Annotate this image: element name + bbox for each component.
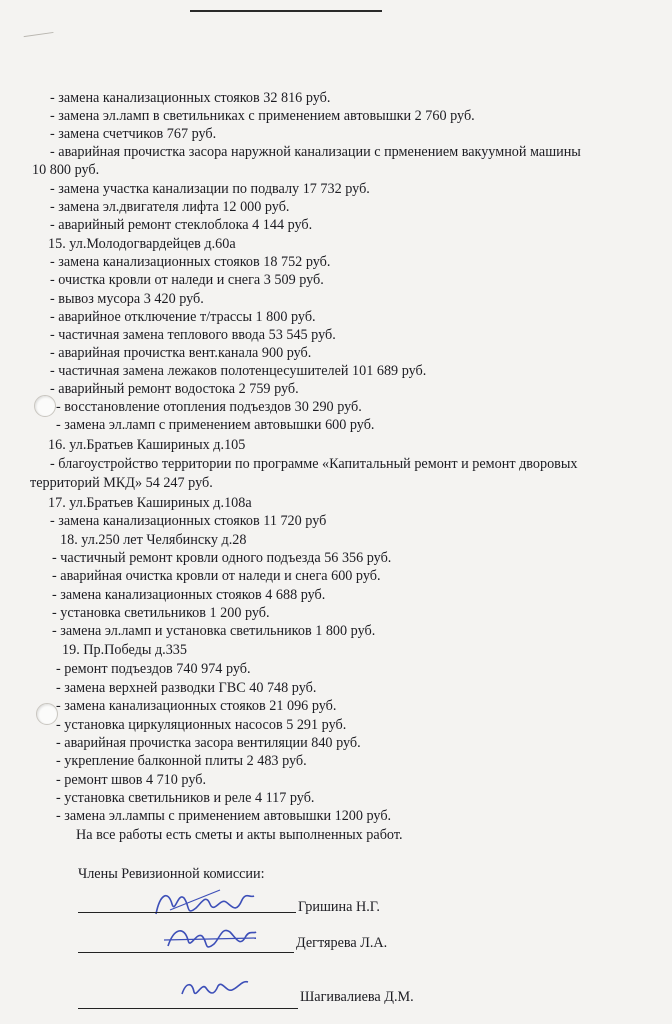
text-line: - замена канализационных стояков 32 816 руб.	[50, 90, 331, 106]
text-line: - замена эл.ламп с применением автовышки 600 руб.	[56, 417, 375, 433]
text-line: - замена участка канализации по подвалу 17 732 руб.	[50, 181, 370, 197]
text-line: - замена канализационных стояков 4 688 руб.	[52, 587, 326, 603]
closing-statement: На все работы есть сметы и акты выполненных работ.	[76, 827, 403, 843]
text-line: - восстановление отопления подъездов 30 290 руб.	[56, 399, 362, 415]
punch-hole	[36, 703, 58, 725]
text-line: - замена эл.ламп в светильниках с применением автовышки 2 760 руб.	[50, 108, 475, 124]
signature-line	[78, 912, 296, 913]
text-line: - замена эл.двигателя лифта 12 000 руб.	[50, 199, 290, 215]
signature-line	[78, 952, 294, 953]
section-heading: 15. ул.Молодогвардейцев д.60а	[48, 236, 236, 252]
text-line: - благоустройство территории по программе «Капитальный ремонт и ремонт дворовых	[50, 456, 578, 472]
member-name: Гришина Н.Г.	[298, 899, 380, 915]
text-line: - аварийный ремонт водостока 2 759 руб.	[50, 381, 299, 397]
text-line: 10 800 руб.	[32, 162, 100, 178]
signature-scribble	[176, 972, 256, 1002]
punch-hole	[34, 395, 56, 417]
signature-scribble	[160, 918, 260, 960]
commission-heading: Члены Ревизионной комиссии:	[78, 866, 265, 882]
text-line: - аварийный ремонт стеклоблока 4 144 руб.	[50, 217, 313, 233]
text-line: - замена эл.лампы с применением автовышки 1200 руб.	[56, 808, 392, 824]
text-line: - замена верхней разводки ГВС 40 748 руб.	[56, 680, 317, 696]
text-line: - ремонт швов 4 710 руб.	[56, 772, 206, 788]
text-line: - установка циркуляционных насосов 5 291 руб.	[56, 717, 347, 733]
text-line: - частичная замена теплового ввода 53 545 руб.	[50, 327, 336, 343]
corner-mark	[24, 32, 55, 43]
section-heading: 19. Пр.Победы д.335	[62, 642, 187, 658]
text-line: - замена канализационных стояков 21 096 руб.	[56, 698, 337, 714]
text-line: - установка светильников 1 200 руб.	[52, 605, 270, 621]
text-line: - очистка кровли от наледи и снега 3 509 руб.	[50, 272, 324, 288]
text-line: - замена эл.ламп и установка светильников 1 800 руб.	[52, 623, 376, 639]
text-line: - аварийная прочистка вент.канала 900 руб.	[50, 345, 312, 361]
section-heading: 18. ул.250 лет Челябинску д.28	[60, 532, 247, 548]
signature-line	[78, 1008, 298, 1009]
text-line: - аварийная очистка кровли от наледи и снега 600 руб.	[52, 568, 381, 584]
text-line: - аварийная прочистка засора наружной канализации с прменением вакуумной машины	[50, 144, 581, 160]
text-line: - замена канализационных стояков 11 720 руб	[50, 513, 327, 529]
member-name: Шагивалиева Д.М.	[300, 989, 414, 1005]
text-line: - аварийное отключение т/трассы 1 800 руб.	[50, 309, 316, 325]
top-rule	[190, 10, 382, 12]
text-line: - ремонт подъездов 740 974 руб.	[56, 661, 251, 677]
text-line: - установка светильников и реле 4 117 руб.	[56, 790, 315, 806]
text-line: - аварийная прочистка засора вентиляции 840 руб.	[56, 735, 361, 751]
text-line: - вывоз мусора 3 420 руб.	[50, 291, 204, 307]
text-line: - частичный ремонт кровли одного подъезда 56 356 руб.	[52, 550, 392, 566]
text-line: - замена счетчиков 767 руб.	[50, 126, 217, 142]
section-heading: 16. ул.Братьев Кашириных д.105	[48, 437, 246, 453]
section-heading: 17. ул.Братьев Кашириных д.108а	[48, 495, 252, 511]
text-line: - частичная замена лежаков полотенцесушителей 101 689 руб.	[50, 363, 427, 379]
member-name: Дегтярева Л.А.	[296, 935, 388, 951]
text-line: территорий МКД» 54 247 руб.	[30, 475, 213, 491]
text-line: - замена канализационных стояков 18 752 руб.	[50, 254, 331, 270]
text-line: - укрепление балконной плиты 2 483 руб.	[56, 753, 307, 769]
